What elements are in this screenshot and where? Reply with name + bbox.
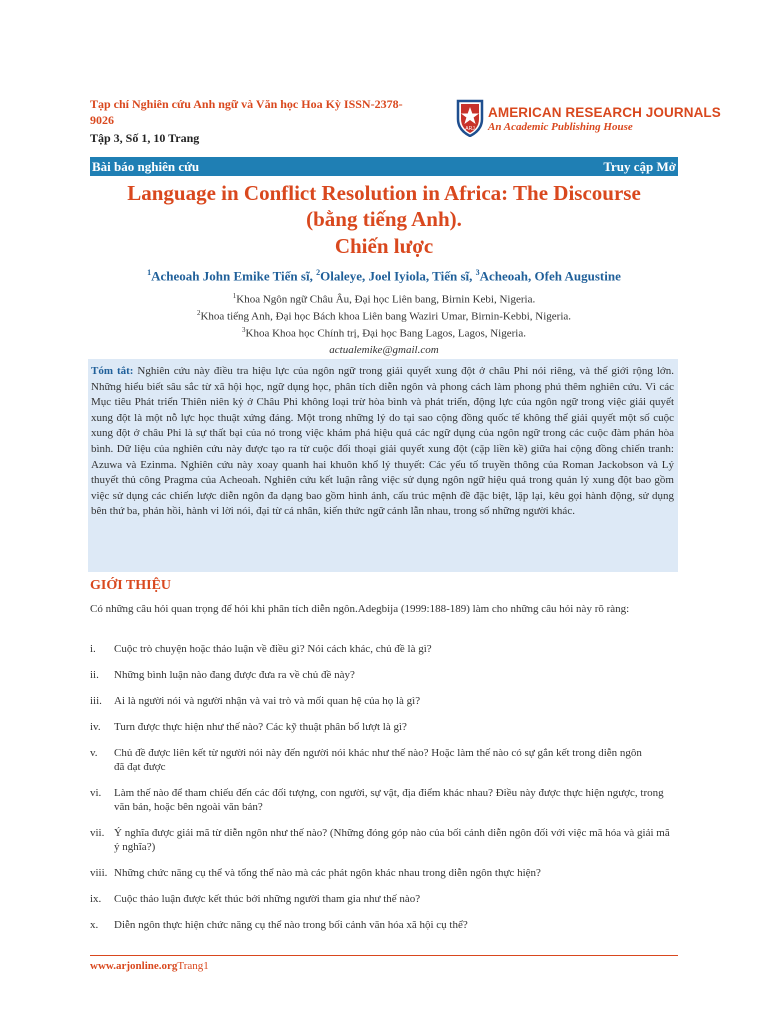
publisher-name: AMERICAN RESEARCH JOURNALS (488, 105, 721, 120)
author-email[interactable]: actualemike@gmail.com (329, 344, 439, 356)
journal-volume: Tập 3, Số 1, 10 Trang (90, 131, 200, 145)
list-item-text (114, 746, 678, 774)
list-item-text-extra: đã đạt được (114, 761, 166, 773)
affiliation-1-text: Khoa Ngôn ngữ Châu Âu, Đại học Liên bang, Birnin Kebi, Nigeria. (236, 293, 536, 306)
list-item-number: vi. (90, 787, 102, 799)
affiliation-2-text: Khoa tiếng Anh, Đại học Bách khoa Liên bang Waziri Umar, Birnin-Kebbi, Nigeria. (200, 310, 572, 323)
list-item-text: Cuộc trò chuyện hoặc thảo luận về điều gì? Nói cách khác, chủ đề là gì? (114, 643, 432, 655)
abstract-box (88, 359, 678, 572)
open-access-label: Truy cập Mở (603, 158, 676, 174)
star-emblem-icon (455, 97, 485, 137)
list-item-number: i. (90, 643, 96, 655)
list-item-text: Làm thế nào để tham chiếu đến các đối tượng, con người, sự vật, địa điểm khác nhau? Điều này được thực hiện ngược, trong văn bản, hoặc bên ngoài văn bản? (114, 787, 664, 813)
list-item (90, 642, 678, 656)
list-item-text: Những bình luận nào đang được đưa ra về chủ đề này? (114, 669, 355, 681)
author-2-sup: 2 (316, 268, 321, 277)
list-item (90, 866, 678, 880)
list-item-text: Cuộc thảo luận được kết thúc bởi những người tham gia như thế nào? (114, 893, 421, 905)
footer-divider (90, 955, 678, 956)
list-item-number: ix. (90, 893, 102, 905)
abstract-text: Nghiên cứu này điều tra hiệu lực của ngôn ngữ trong giải quyết xung đột ở châu Phi nói riêng, và thế giới rộng lớn. Những hiểu biết sâu sắc từ xã hội học, ngữ dụng học, phân tích diễn ngôn và phong cách làm phong phú thêm nghiên cứu. Vì các Mục tiêu Phát triển Thiên niên kỷ ở Châu Phi không loại trừ hòa bình và phát triển, động lực của ngôn ngữ trong việc giải quyết xung đột là một nỗ lực học thuật xứng đáng. Một trong những lý do tại sao cộng đồng quốc tế không thể giải quyết một số cuộc xung đột ở châu Phi là sự thất bại của nó trong việc khám phá hiệu quả các ngữ dụng của ngôn ngữ trong các cuộc đàm phán hòa bình. Dữ liệu của nghiên cứu này được tạo ra từ cuộc đối thoại giải quyết xung đột (cặp liền kề) giữa hai cộng đồng chiến tranh: Azuwa và Ezinma. Nghiên cứu này xoay quanh hai khuôn khổ lý thuyết: Các yếu tố truyền thông của Roman Jackobson và Lý thuyết thủ công Pragma của Acheoah. Nghiên cứu kết luận rằng việc sử dụng ngôn ngữ hiệu quả trong quản lý xung đột bao gồm việc sử dụng các chiến lược diễn ngôn đa dạng bao gồm hình ảnh, cấu trúc mệnh đề đặc biệt, lặp lại, kêu gọi hành động, sử dụng bên thứ ba, phản hồi, hành vi lời nói, đại từ cá nhân, kiến thức ngữ cảnh lẫn nhau, trong số những người khác. (91, 365, 674, 518)
abstract-label: Tóm tắt: (91, 365, 134, 377)
article-type-label: Bài báo nghiên cứu (92, 158, 200, 174)
author-3-sup: 3 (475, 268, 480, 277)
journal-title: Tạp chí Nghiên cứu Anh ngữ và Văn học Hoa Kỳ ISSN-2378-9026 (90, 97, 403, 127)
list-item (90, 720, 678, 734)
list-item-number: ii. (90, 669, 99, 681)
page-footer (90, 960, 209, 972)
footer-website-link[interactable]: www.arjonline.org (90, 960, 178, 972)
list-item-text: Những chức năng cụ thể và tổng thể nào mà các phát ngôn khác nhau trong diễn ngôn thực hiện? (114, 867, 541, 879)
title-line-1: Language in Conflict Resolution in Africa: The Discourse (127, 181, 641, 205)
list-item (90, 694, 678, 708)
list-item (90, 892, 678, 906)
list-item-number: x. (90, 919, 99, 931)
author-1-sup: 1 (147, 268, 152, 277)
intro-paragraph: Có những câu hỏi quan trọng để hỏi khi phân tích diễn ngôn.Adegbija (1999:188-189) làm cho những câu hỏi này rõ ràng: (90, 603, 630, 615)
affiliation-1-sup: 1 (232, 292, 237, 300)
list-item-number: viii. (90, 867, 108, 879)
article-title (90, 180, 678, 232)
list-item-text-main: Chủ đề được liên kết từ người nói này đến người nói khác như thế nào? Hoặc làm thế nào có sự gắn kết trong diễn ngôn (114, 747, 642, 759)
section-heading-introduction: GIỚI THIỆU (90, 578, 172, 593)
author-2-name: Olaleye, Joel Iyiola, Tiến sĩ, (320, 268, 476, 284)
list-item-text: Diễn ngôn thực hiện chức năng cụ thể nào trong bối cảnh văn hóa xã hội cụ thể? (114, 919, 468, 931)
emblem-text: ARJ (465, 126, 475, 132)
list-item-text: Ý nghĩa được giải mã từ diễn ngôn như thế nào? (Những đóng góp nào của bối cảnh diễn ngôn đối với việc mã hóa và giải mã ý nghĩa?) (114, 827, 670, 853)
list-item-text: Turn được thực hiện như thế nào? Các kỹ thuật phân bổ lượt là gì? (114, 721, 407, 733)
author-list (90, 268, 678, 284)
journal-info (90, 96, 410, 146)
affiliation-1 (90, 292, 678, 306)
affiliation-3-sup: 3 (242, 326, 246, 334)
list-item-number: vii. (90, 827, 105, 839)
list-item (90, 746, 678, 774)
title-line-2: (bằng tiếng Anh). (306, 207, 462, 231)
title-line-3: Chiến lược (334, 234, 434, 258)
list-item (90, 668, 678, 682)
question-list (90, 642, 678, 944)
list-item (90, 786, 678, 814)
list-item-text: Ai là người nói và người nhận và vai trò và mối quan hệ của họ là gì? (114, 695, 421, 707)
article-type-banner (90, 157, 678, 176)
publisher-logo (455, 97, 721, 141)
list-item-number: iii. (90, 695, 102, 707)
list-item-number: v. (90, 747, 98, 759)
affiliation-3-text: Khoa Khoa học Chính trị, Đại học Bang Lagos, Lagos, Nigeria. (245, 327, 526, 340)
list-item (90, 918, 678, 932)
footer-page-number: Trang1 (177, 960, 209, 972)
author-3-name: Acheoah, Ofeh Augustine (479, 268, 621, 284)
affiliation-2-sup: 2 (196, 309, 201, 317)
affiliation-3 (90, 326, 678, 340)
publisher-tagline: An Academic Publishing House (488, 121, 633, 133)
list-item-number: iv. (90, 721, 101, 733)
affiliation-2 (90, 309, 678, 323)
list-item (90, 826, 678, 854)
author-1-name: Acheoah John Emike Tiến sĩ, (151, 268, 317, 284)
